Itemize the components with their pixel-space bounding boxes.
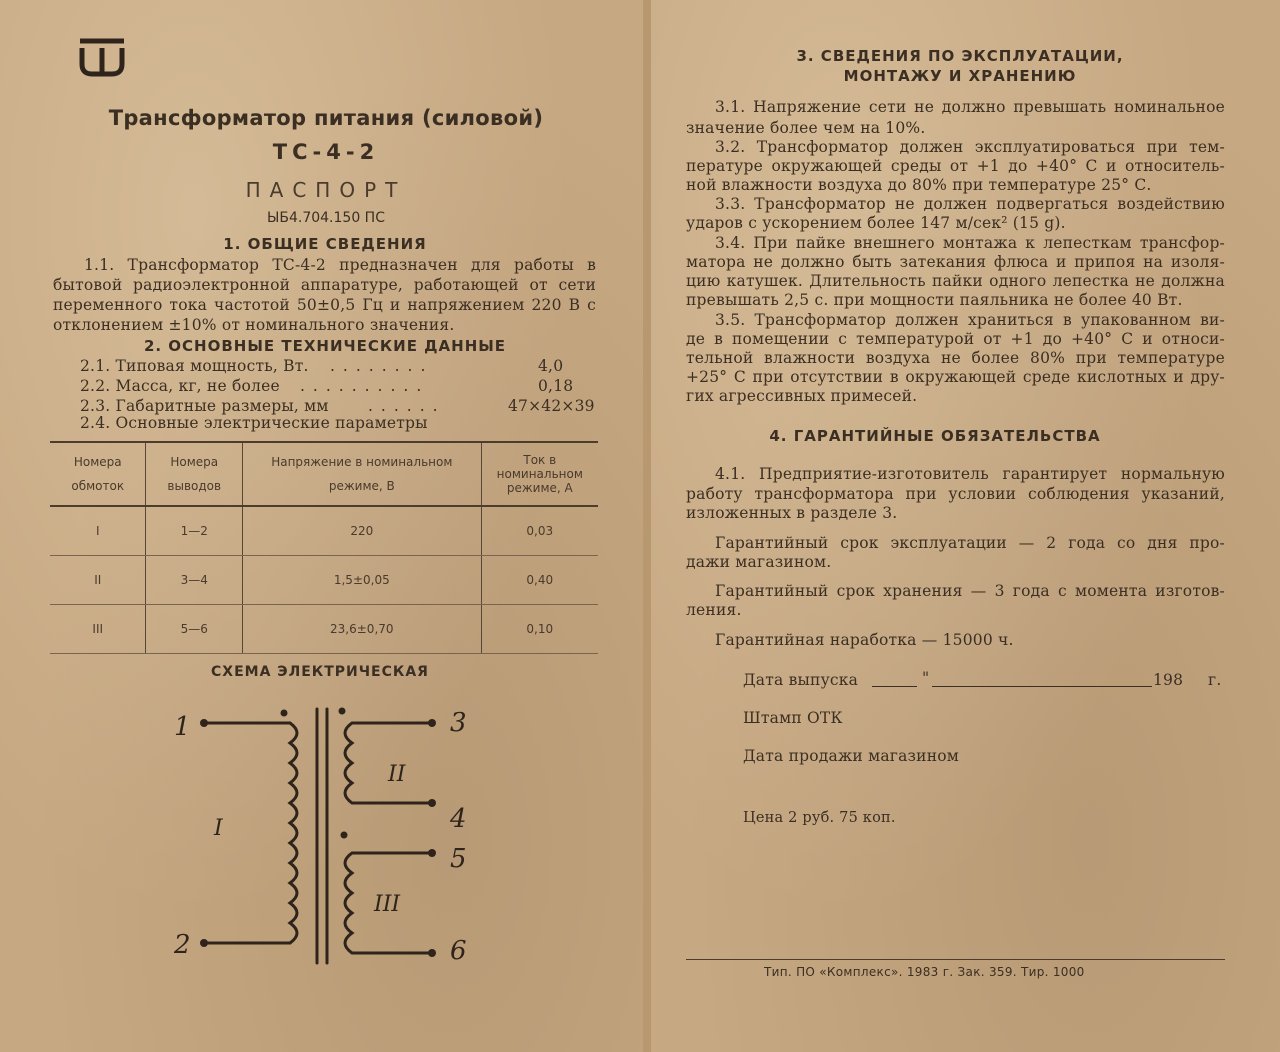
release-year: 198 bbox=[1153, 671, 1184, 689]
cell-current: 0,10 bbox=[481, 605, 598, 654]
sale-date-label: Дата продажи магазином bbox=[743, 747, 960, 765]
s4-p2-line-2: дажи магазином. bbox=[686, 553, 832, 571]
spec-2-3-value: 47×42×39 bbox=[508, 397, 595, 415]
header-current: Ток в номинальном режиме, А bbox=[481, 442, 598, 506]
electrical-parameters-table bbox=[50, 441, 598, 654]
s4-p3-line-1: Гарантийный срок хранения — 3 года с момента изготов- bbox=[715, 582, 1225, 600]
s4-p1-line-1: 4.1. Предприятие-изготовитель гарантирует нормальную bbox=[715, 465, 1225, 483]
terminal-5-label: 5 bbox=[450, 844, 467, 874]
winding-3-label: III bbox=[374, 892, 401, 917]
s3-line-7: ударов с ускорением более 147 м/сек² (15 g). bbox=[686, 214, 1066, 232]
spec-2-1-dots: ........ bbox=[330, 357, 434, 375]
manufacturer-logo-icon bbox=[77, 38, 127, 78]
s3-line-5: ной влажности воздуха до 80% при температуре 25° С. bbox=[686, 176, 1152, 194]
transformer-schematic bbox=[160, 695, 490, 975]
cell-winding: III bbox=[50, 605, 146, 654]
spec-2-3-label: 2.3. Габаритные размеры, мм bbox=[80, 397, 329, 415]
terminal-6-label: 6 bbox=[450, 936, 467, 966]
section-3-heading-line1: 3. СВЕДЕНИЯ ПО ЭКСПЛУАТАЦИИ, bbox=[796, 47, 1124, 65]
cell-terminals: 1—2 bbox=[146, 506, 243, 556]
spec-2-4-label: 2.4. Основные электрические параметры bbox=[80, 414, 428, 432]
page-fold bbox=[643, 0, 651, 1052]
s3-line-9: матора не должно быть затекания флюса и припоя на изоля- bbox=[686, 253, 1225, 271]
document-code: ЫБ4.704.150 ПС bbox=[267, 210, 385, 226]
s4-p3-line-2: ления. bbox=[686, 601, 742, 619]
s3-line-1: 3.1. Напряжение сети не должно превышать номинальное bbox=[715, 98, 1225, 116]
printing-imprint: Тип. ПО «Комплекс». 1983 г. Зак. 359. Тир. 1000 bbox=[764, 965, 1085, 979]
terminal-4-label: 4 bbox=[450, 804, 467, 834]
cell-voltage: 1,5±0,05 bbox=[243, 556, 482, 605]
s3-line-16: гих агрессивных примесей. bbox=[686, 387, 918, 405]
price: Цена 2 руб. 75 коп. bbox=[743, 810, 896, 826]
header-winding-no: Номера обмоток bbox=[71, 455, 125, 493]
s3-line-14: тельной влажности воздуха не более 80% при температуре bbox=[686, 349, 1225, 367]
table-row bbox=[50, 506, 598, 556]
cell-voltage: 23,6±0,70 bbox=[243, 605, 482, 654]
s3-line-3: 3.2. Трансформатор должен эксплуатироваться при тем- bbox=[715, 138, 1225, 156]
winding-1-label: I bbox=[214, 816, 223, 841]
cell-winding: I bbox=[50, 506, 146, 556]
header-voltage: Напряжение в номинальном режиме, В bbox=[243, 442, 482, 506]
cell-voltage: 220 bbox=[243, 506, 482, 556]
cell-terminals: 5—6 bbox=[146, 605, 243, 654]
terminal-3-label: 3 bbox=[450, 708, 467, 738]
s3-line-2: значение более чем на 10%. bbox=[686, 119, 926, 137]
spec-2-2-dots: .......... bbox=[300, 377, 430, 395]
s4-p1-line-2: работу трансформатора при условии соблюдения указаний, bbox=[686, 485, 1225, 503]
s1-line-4: отклонением ±10% от номинального значения. bbox=[53, 316, 455, 334]
model-number: ТС-4-2 bbox=[272, 140, 380, 164]
cell-winding: II bbox=[50, 556, 146, 605]
s1-line-2: бытовой радиоэлектронной аппаратуре, работающей от сети bbox=[53, 276, 596, 294]
s3-line-13: де в помещении с температурой от +1 до +40° С и относи- bbox=[686, 330, 1225, 348]
table-header-row bbox=[50, 442, 598, 506]
section-1-heading: 1. ОБЩИЕ СВЕДЕНИЯ bbox=[223, 235, 427, 253]
winding-2-label: II bbox=[388, 762, 406, 787]
s3-line-15: +25° С при отсутствии в окружающей среде кислотных и дру- bbox=[686, 368, 1225, 386]
s3-line-11: превышать 2,5 с. при мощности паяльника не более 40 Вт. bbox=[686, 291, 1183, 309]
s4-p1-line-3: изложенных в разделе 3. bbox=[686, 504, 898, 522]
spec-2-3-dots: ...... bbox=[368, 397, 446, 415]
s3-line-4: пературе окружающей среды от +1 до +40° С и относитель- bbox=[686, 157, 1225, 175]
s3-line-8: 3.4. При пайке внешнего монтажа к лепесткам трансфор- bbox=[715, 234, 1225, 252]
table-row bbox=[50, 605, 598, 654]
terminal-2-label: 2 bbox=[174, 930, 191, 960]
release-date-blank-1 bbox=[872, 686, 917, 687]
cell-terminals: 3—4 bbox=[146, 556, 243, 605]
section-4-heading: 4. ГАРАНТИЙНЫЕ ОБЯЗАТЕЛЬСТВА bbox=[769, 427, 1101, 445]
document-type: ПАСПОРТ bbox=[245, 178, 407, 202]
s4-p2-line-1: Гарантийный срок эксплуатации — 2 года со дня про- bbox=[715, 534, 1225, 552]
s1-line-1: 1.1. Трансформатор ТС-4-2 предназначен для работы в bbox=[84, 256, 596, 274]
s3-line-12: 3.5. Трансформатор должен храниться в упакованном ви- bbox=[715, 311, 1225, 329]
terminal-1-label: 1 bbox=[174, 712, 191, 742]
cell-current: 0,03 bbox=[481, 506, 598, 556]
spec-2-1-value: 4,0 bbox=[538, 357, 564, 375]
document-title: Трансформатор питания (силовой) bbox=[108, 106, 544, 130]
section-2-heading: 2. ОСНОВНЫЕ ТЕХНИЧЕСКИЕ ДАННЫЕ bbox=[143, 337, 507, 355]
s1-line-3: переменного тока частотой 50±0,5 Гц и напряжением 220 В с bbox=[53, 296, 596, 314]
release-year-suffix: г. bbox=[1208, 671, 1222, 689]
spec-2-2-label: 2.2. Масса, кг, не более bbox=[80, 377, 280, 395]
spec-2-1-label: 2.1. Типовая мощность, Вт. bbox=[80, 357, 309, 375]
s3-line-6: 3.3. Трансформатор не должен подвергаться воздействию bbox=[715, 195, 1225, 213]
table-row bbox=[50, 556, 598, 605]
qc-stamp-label: Штамп ОТК bbox=[743, 709, 843, 727]
guaranteed-operating-hours: Гарантийная наработка — 15000 ч. bbox=[715, 631, 1014, 649]
release-date-quote: " bbox=[922, 669, 930, 687]
schema-heading: СХЕМА ЭЛЕКТРИЧЕСКАЯ bbox=[211, 664, 429, 680]
release-date-blank-2 bbox=[932, 686, 1152, 687]
header-terminal-no: Номера выводов bbox=[146, 442, 243, 506]
spec-2-2-value: 0,18 bbox=[538, 377, 574, 395]
footer-divider bbox=[686, 959, 1225, 960]
s3-line-10: цию катушек. Длительность пайки одного лепестка не должна bbox=[686, 272, 1225, 290]
cell-current: 0,40 bbox=[481, 556, 598, 605]
release-date-label: Дата выпуска bbox=[743, 671, 859, 689]
section-3-heading-line2: МОНТАЖУ И ХРАНЕНИЮ bbox=[843, 67, 1077, 85]
